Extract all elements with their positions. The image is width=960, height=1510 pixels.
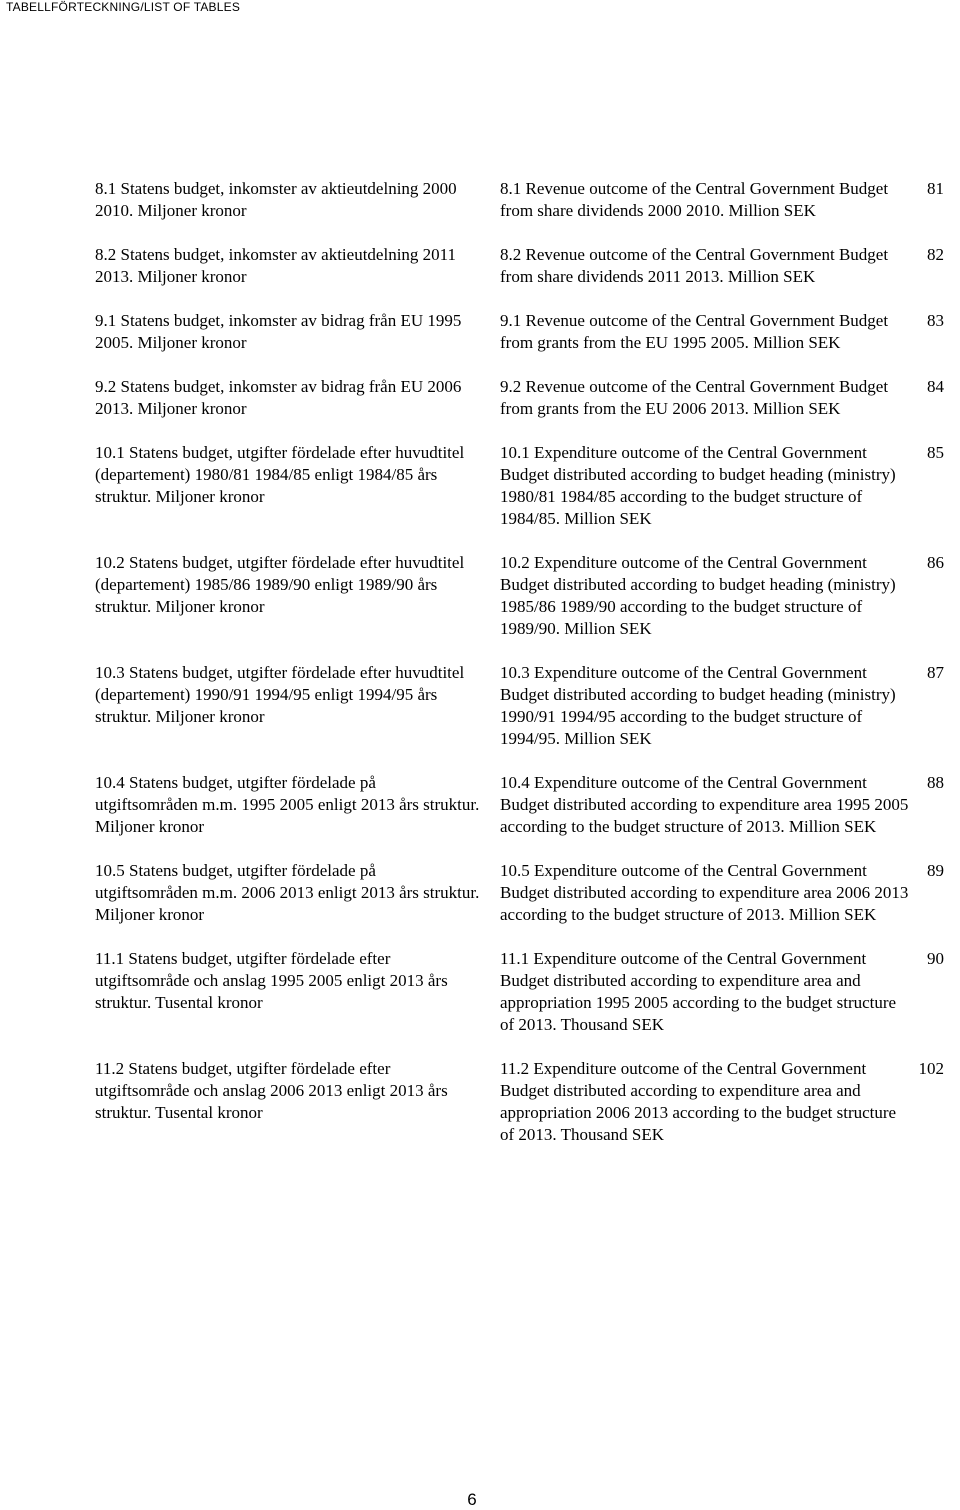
toc-entry[interactable] <box>0 310 960 354</box>
toc-entry[interactable] <box>0 948 960 1036</box>
toc-entry[interactable] <box>0 772 960 838</box>
toc-entry-swedish-title: 10.5 Statens budget, utgifter fördelade på utgiftsområden m.m. 2006 2013 enligt 2013 års struktur. Miljoner kronor <box>95 861 480 924</box>
toc-entry-page-number: 85 <box>927 443 944 462</box>
toc-entry-swedish-title: 9.2 Statens budget, inkomster av bidrag från EU 2006 2013. Miljoner kronor <box>95 377 462 418</box>
toc-entry[interactable] <box>0 860 960 926</box>
toc-entry-page-number: 102 <box>918 1059 944 1078</box>
running-header: TABELLFÖRTECKNING/LIST OF TABLES <box>6 0 241 14</box>
toc-entry[interactable] <box>0 178 960 222</box>
toc-entry-swedish-title: 11.1 Statens budget, utgifter fördelade efter utgiftsområde och anslag 1995 2005 enligt 2013 års struktur. Tusental kronor <box>95 949 448 1012</box>
toc-entry-swedish-title: 9.1 Statens budget, inkomster av bidrag från EU 1995 2005. Miljoner kronor <box>95 311 462 352</box>
toc-entry-page-number: 90 <box>927 949 944 968</box>
toc-entry-swedish-title: 10.1 Statens budget, utgifter fördelade efter huvudtitel (departement) 1980/81 1984/85 enligt 1984/85 års struktur. Miljoner kronor <box>95 443 465 506</box>
toc-entry-english-title: 11.1 Expenditure outcome of the Central Government Budget distributed according to expenditure area and appropriation 1995 2005 according to the budget structure of 2013. Thousand SEK <box>500 949 897 1034</box>
toc-entry-english-title: 10.4 Expenditure outcome of the Central Government Budget distributed according to expenditure area 1995 2005 according to the budget structure of 2013. Million SEK <box>500 773 909 836</box>
toc-entry-swedish-title: 8.2 Statens budget, inkomster av aktieutdelning 2011 2013. Miljoner kronor <box>95 245 457 286</box>
toc-entry-page-number: 88 <box>927 773 944 792</box>
toc-entry-page-number: 82 <box>927 245 944 264</box>
toc-entry-page-number: 86 <box>927 553 944 572</box>
toc-entry-page-number: 84 <box>927 377 944 396</box>
toc-entry[interactable] <box>0 552 960 640</box>
toc-entry-english-title: 10.2 Expenditure outcome of the Central Government Budget distributed according to budget heading (ministry) 1985/86 1989/90 according to the budget structure of 1989/90. Million SEK <box>500 553 896 638</box>
toc-entry[interactable] <box>0 442 960 530</box>
toc-entry-swedish-title: 10.4 Statens budget, utgifter fördelade på utgiftsområden m.m. 1995 2005 enligt 2013 års struktur. Miljoner kronor <box>95 773 480 836</box>
toc-entry-english-title: 8.1 Revenue outcome of the Central Government Budget from share dividends 2000 2010. Million SEK <box>500 179 889 220</box>
toc-entry[interactable] <box>0 662 960 750</box>
toc-entry[interactable] <box>0 1058 960 1146</box>
toc-entry-page-number: 87 <box>927 663 944 682</box>
toc-entry-english-title: 11.2 Expenditure outcome of the Central Government Budget distributed according to expenditure area and appropriation 2006 2013 according to the budget structure of 2013. Thousand SEK <box>500 1059 897 1144</box>
toc-entry-english-title: 9.2 Revenue outcome of the Central Government Budget from grants from the EU 2006 2013. Million SEK <box>500 377 889 418</box>
toc-entry-english-title: 8.2 Revenue outcome of the Central Government Budget from share dividends 2011 2013. Million SEK <box>500 245 889 286</box>
toc-entry-swedish-title: 8.1 Statens budget, inkomster av aktieutdelning 2000 2010. Miljoner kronor <box>95 179 457 220</box>
page-number-footer: 6 <box>467 1490 477 1509</box>
toc-entry-swedish-title: 10.3 Statens budget, utgifter fördelade efter huvudtitel (departement) 1990/91 1994/95 enligt 1994/95 års struktur. Miljoner kronor <box>95 663 465 726</box>
toc-entry-page-number: 89 <box>927 861 944 880</box>
toc-entry-swedish-title: 11.2 Statens budget, utgifter fördelade efter utgiftsområde och anslag 2006 2013 enligt 2013 års struktur. Tusental kronor <box>95 1059 448 1122</box>
toc-entry-english-title: 9.1 Revenue outcome of the Central Government Budget from grants from the EU 1995 2005. Million SEK <box>500 311 889 352</box>
toc-entry-page-number: 81 <box>927 179 944 198</box>
toc-entry-english-title: 10.3 Expenditure outcome of the Central Government Budget distributed according to budget heading (ministry) 1990/91 1994/95 according to the budget structure of 1994/95. Million SEK <box>500 663 896 748</box>
toc-entry[interactable] <box>0 244 960 288</box>
toc-entry-swedish-title: 10.2 Statens budget, utgifter fördelade efter huvudtitel (departement) 1985/86 1989/90 enligt 1989/90 års struktur. Miljoner kronor <box>95 553 465 616</box>
toc-entry-english-title: 10.1 Expenditure outcome of the Central Government Budget distributed according to budget heading (ministry) 1980/81 1984/85 according to the budget structure of 1984/85. Million SEK <box>500 443 896 528</box>
toc-entry-page-number: 83 <box>927 311 944 330</box>
toc-entry[interactable] <box>0 376 960 420</box>
toc-entry-english-title: 10.5 Expenditure outcome of the Central Government Budget distributed according to expenditure area 2006 2013 according to the budget structure of 2013. Million SEK <box>500 861 909 924</box>
